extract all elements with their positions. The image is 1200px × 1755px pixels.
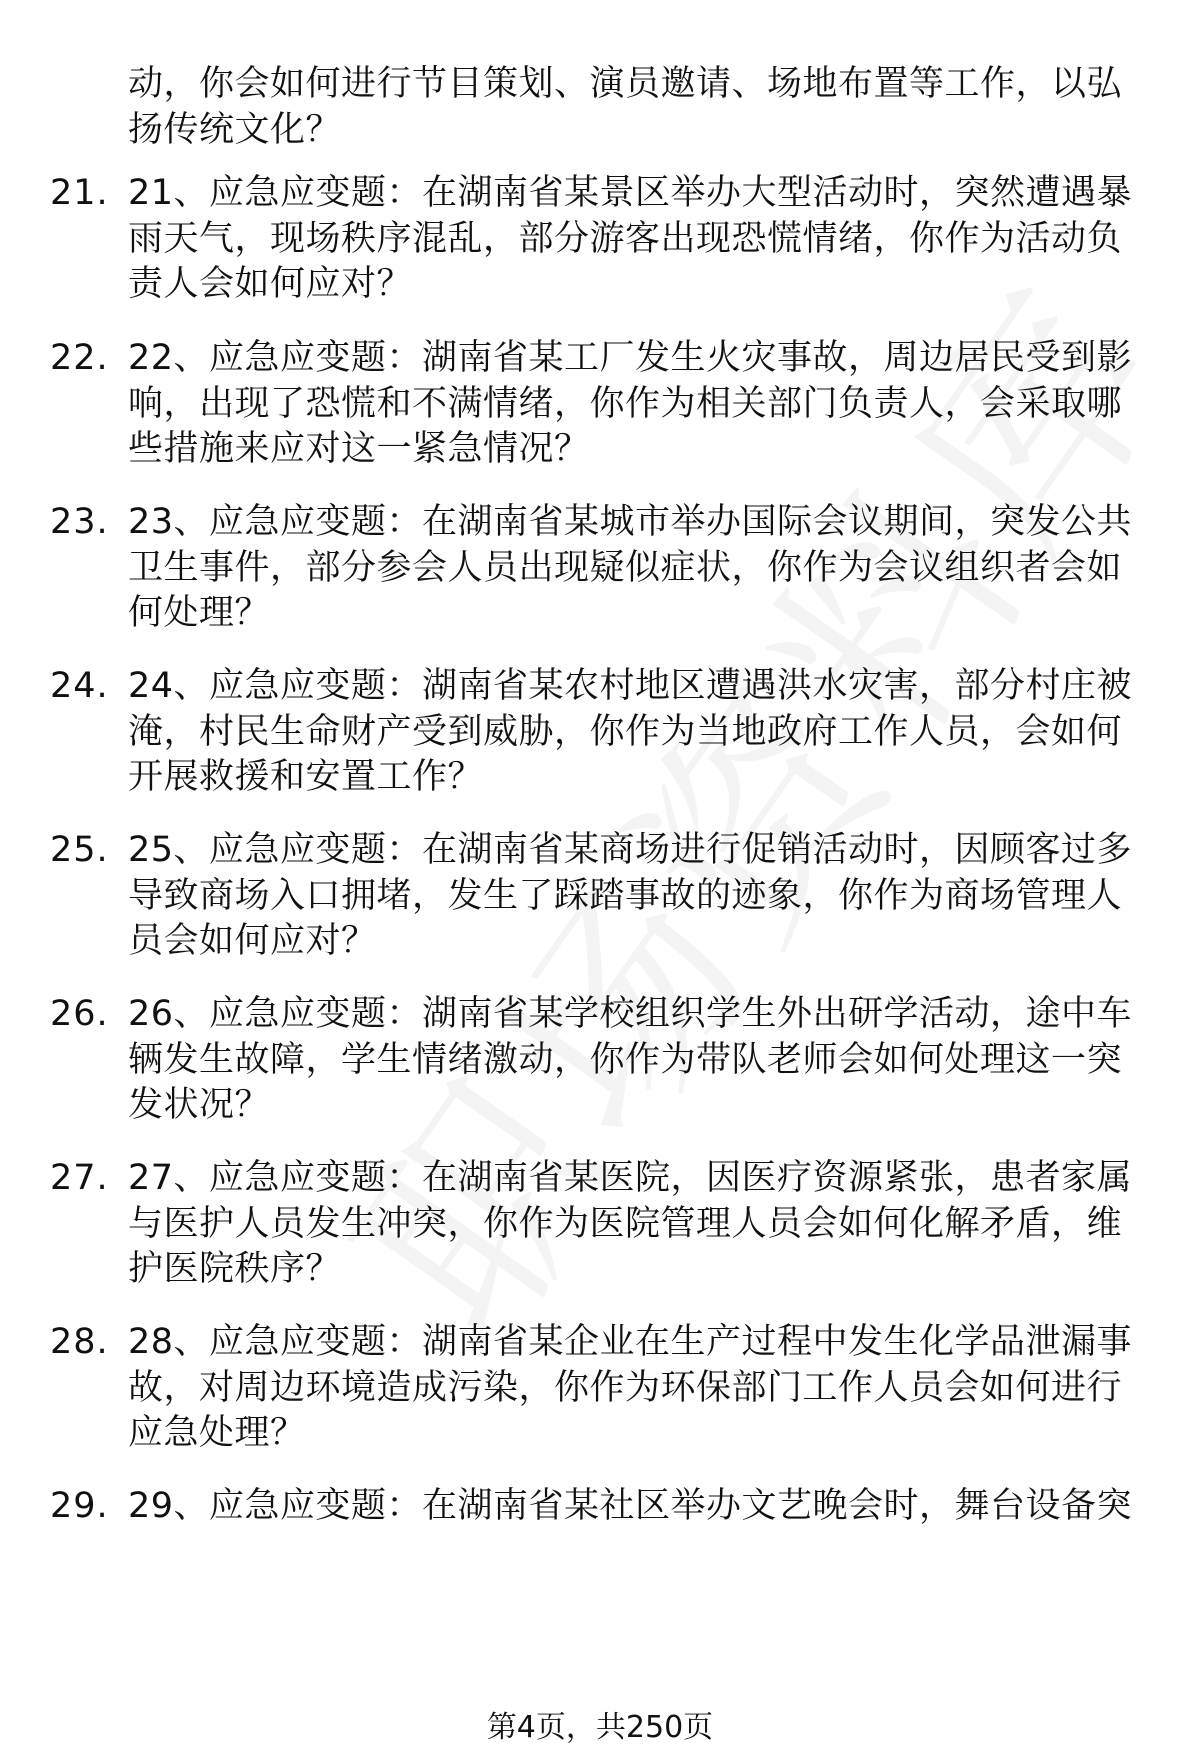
- question-text: 21、应急应变题：在湖南省某景区举办大型活动时，突然遭遇暴雨天气，现场秩序混乱，部分游客出现恐慌情绪，你作为活动负责人会如何应对？: [128, 173, 1133, 304]
- question-number: 27.: [50, 1158, 109, 1198]
- question-text: 23、应急应变题：在湖南省某城市举办国际会议期间，突发公共卫生事件，部分参会人员出现疑似症状，你作为会议组织者会如何处理？: [128, 502, 1133, 633]
- question-text: 22、应急应变题：湖南省某工厂发生火灾事故，周边居民受到影响，出现了恐慌和不满情绪，你作为相关部门负责人，会采取哪些措施来应对这一紧急情况？: [128, 338, 1133, 469]
- question-number: 23.: [50, 502, 109, 542]
- continued-question-text: 动，你会如何进行节目策划、演员邀请、场地布置等工作，以弘扬传统文化？: [128, 64, 1123, 150]
- question-text: 24、应急应变题：湖南省某农村地区遭遇洪水灾害，部分村庄被淹，村民生命财产受到威胁，你作为当地政府工作人员，会如何开展救援和安置工作？: [128, 666, 1133, 797]
- question-text: 29、应急应变题：在湖南省某社区举办文艺晚会时，舞台设备突: [128, 1486, 1133, 1526]
- question-text: 25、应急应变题：在湖南省某商场进行促销活动时，因顾客过多导致商场入口拥堵，发生了踩踏事故的迹象，你作为商场管理人员会如何应对？: [128, 830, 1133, 961]
- question-text: 26、应急应变题：湖南省某学校组织学生外出研学活动，途中车辆发生故障，学生情绪激动，你作为带队老师会如何处理这一突发状况？: [128, 994, 1133, 1125]
- question-number: 26.: [50, 994, 109, 1034]
- question-number: 21.: [50, 173, 109, 213]
- question-number: 25.: [50, 830, 109, 870]
- question-number: 28.: [50, 1322, 109, 1362]
- question-text: 27、应急应变题：在湖南省某医院，因医疗资源紧张，患者家属与医护人员发生冲突，你作为医院管理人员会如何化解矛盾，维护医院秩序？: [128, 1158, 1133, 1289]
- question-text: 28、应急应变题：湖南省某企业在生产过程中发生化学品泄漏事故，对周边环境造成污染，你作为环保部门工作人员会如何进行应急处理？: [128, 1322, 1133, 1453]
- page-number-footer: 第4页，共250页: [486, 1710, 714, 1745]
- question-number: 22.: [50, 338, 109, 378]
- question-number: 29.: [50, 1486, 109, 1526]
- question-number: 24.: [50, 666, 109, 706]
